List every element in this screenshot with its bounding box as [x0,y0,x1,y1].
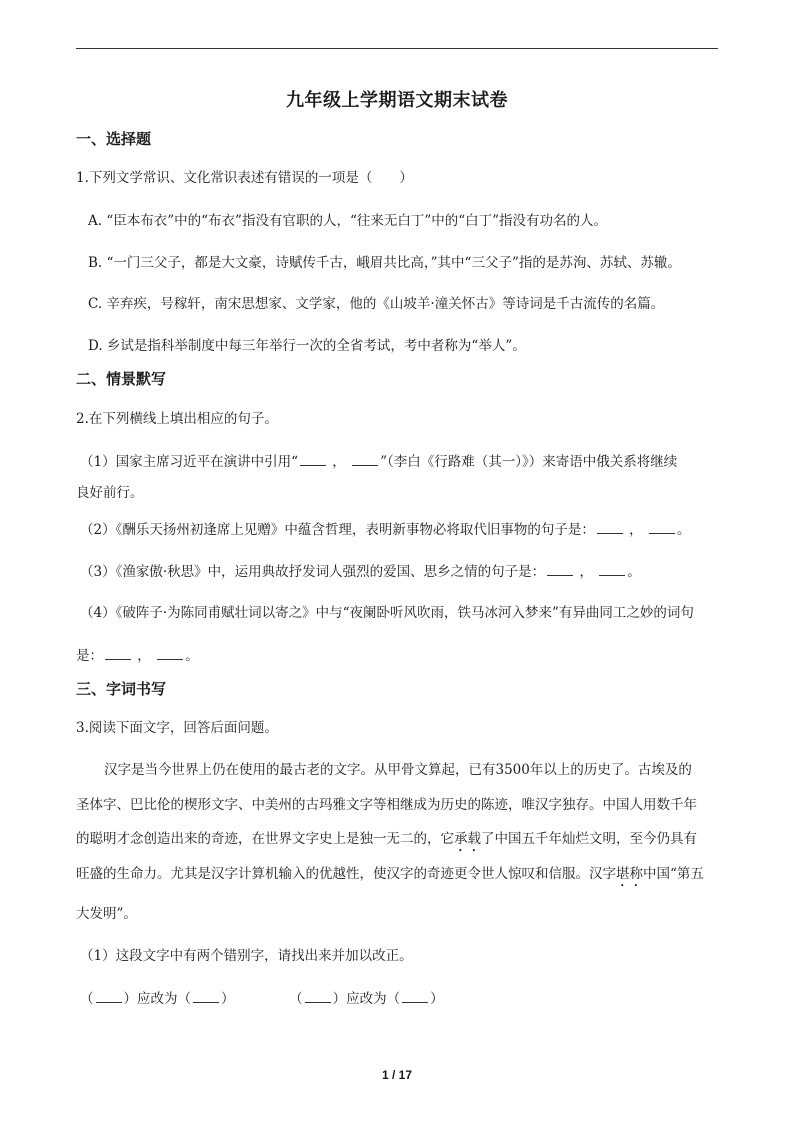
question-2-part-1-cont: 良好前行。 [76,485,144,501]
question-3-sub-1: （1）这段文字中有两个错别字，请找出来并加以改正。 [80,948,413,964]
answer-blank[interactable] [352,451,378,466]
answer-blank[interactable] [305,988,331,1003]
question-3-stem: 3.阅读下面文字，回答后面问题。 [76,720,278,736]
question-2-part-1 [80,451,677,472]
text: ）应改为（ [123,991,191,1007]
question-1-option-b: B. “一门三父子，都是大文豪，诗赋传千古，峨眉共比高，”其中“三父子”指的是苏洵、苏轼、苏辙。 [88,255,681,271]
question-2-part-4-cont [76,645,199,666]
question-2-stem: 2.在下列横线上填出相应的句子。 [76,411,278,427]
answer-blank[interactable] [105,645,131,660]
emphasized-word: 承载 [454,831,481,847]
page-number: 1 / 17 [381,1068,413,1082]
section-heading-writing: 三、字词书写 [76,680,167,698]
text: ） [221,991,235,1007]
answer-blank[interactable] [402,988,428,1003]
text: 。 [627,564,641,580]
text: ”（李白《行路难（其一）》）来寄语中俄关系将继续 [380,454,678,470]
text: ）应改为（ [332,991,401,1007]
text: 了中国五千年灿烂文明，至今仍具有 [481,831,697,847]
answer-blank[interactable] [193,988,219,1003]
emphasized-word: 堪称 [616,866,643,882]
passage-line-1: 汉字是当今世界上仍在使用的最古老的文字。从甲骨文算起，已有3500年以上的历史了。古埃及的 [104,762,692,778]
header-rule [76,48,718,49]
section-heading-choice: 一、选择题 [76,130,152,148]
text: 是： [76,648,103,664]
question-1-stem: 1.下列文学常识、文化常识表述有错误的一项是（ ） [76,170,413,186]
text: 的聪明才念创造出来的奇迹，在世界文字史上是独一无二的，它 [76,831,454,847]
passage-line-4 [76,864,704,890]
question-1-option-a: A. “臣本布衣”中的“布衣”指没有官职的人，“往来无白丁”中的“白丁”指没有功名的人。 [88,213,608,229]
question-1-option-c: C. 辛弃疾，号稼轩，南宋思想家、文学家，他的《山坡羊·潼关怀古》等诗词是千古流传的名篇。 [88,296,665,312]
question-2-part-4: （4）《破阵子·为陈同甫赋壮词以寄之》中与“夜阑卧听风吹雨，铁马冰河入梦来”有异曲同工之妙的词句 [80,605,694,621]
answer-blank[interactable] [649,519,675,534]
text: 。 [676,522,691,538]
text: 旺盛的生命力。尤其是汉字计算机输入的优越性，使汉字的奇迹更令世人惊叹和信服。汉字 [76,866,616,882]
text: （ [289,991,303,1007]
passage-line-2: 圣体字、巴比伦的楔形文字、中美州的古玛雅文字等相继成为历史的陈迹，唯汉字独存。中国人用数千年 [76,797,697,813]
answer-blank[interactable] [547,561,573,576]
text: （1）国家主席习近平在演讲中引用“ [80,454,298,470]
text: ） [430,991,444,1007]
text: （2）《酬乐天扬州初逢席上见赠》中蕴含哲理，表明新事物必将取代旧事物的句子是： [80,522,595,538]
question-1-option-d: D. 乡试是指科举制度中每三年举行一次的全省考试，考中者称为“举人”。 [88,338,526,354]
text: 中国“第五 [643,866,704,882]
text: （ [80,991,94,1007]
question-2-part-3 [80,561,641,582]
text: ， [332,454,346,470]
text: 。 [185,648,199,664]
passage-line-5: 大发明”。 [76,906,137,922]
answer-blank[interactable] [599,561,625,576]
answer-blank[interactable] [157,645,183,660]
text: ， [137,648,151,664]
text: ， [579,564,593,580]
exam-title: 九年级上学期语文期末试卷 [286,90,508,111]
passage-line-3 [76,829,697,855]
answer-blank[interactable] [597,519,623,534]
answer-blank[interactable] [300,451,326,466]
section-heading-recitation: 二、情景默写 [76,370,167,388]
text: ， [629,522,643,538]
answer-blank[interactable] [96,988,122,1003]
question-2-part-2 [80,519,690,540]
correction-row [80,988,444,1009]
text: （3）《渔家傲·秋思》中，运用典故抒发词人强烈的爱国、思乡之情的句子是： [80,564,546,580]
